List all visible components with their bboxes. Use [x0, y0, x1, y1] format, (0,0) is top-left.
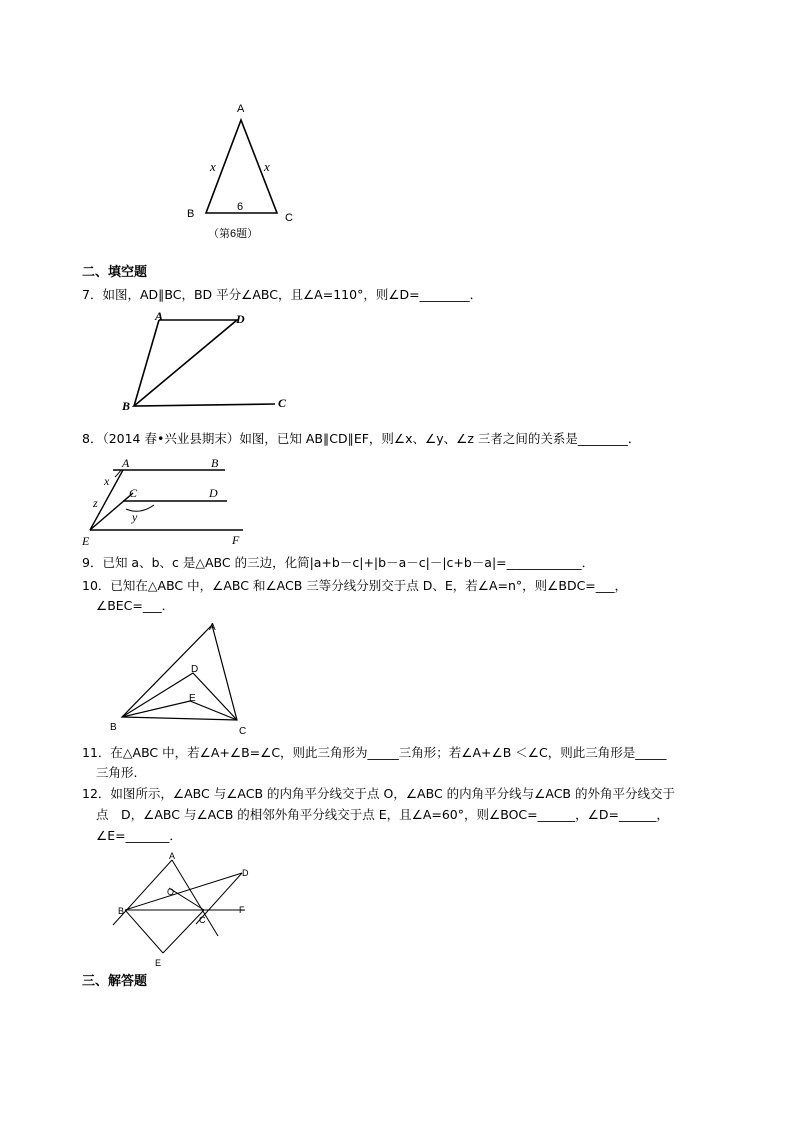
figure-q6-isosceles-triangle	[180, 98, 310, 243]
question-8-text: 8．（2014 春•兴业县期末）如图，已知 AB∥CD∥EF，则∠x、∠y、∠z 三者之间的关系是________．	[82, 431, 641, 446]
question-10-line-2: ∠BEC=___．	[96, 598, 175, 613]
point-label-e: E	[155, 958, 162, 968]
vertex-label-a: A	[209, 622, 216, 633]
point-label-o: O	[167, 887, 175, 897]
vertex-label-c: C	[285, 212, 293, 224]
question-12-line-2: 点 D，∠ABC 与∠ACB 的相邻外角平分线交于点 E，且∠A=60°，则∠BOC=______，∠D=______，	[96, 807, 669, 822]
side-label-left: x	[210, 159, 216, 174]
point-label-d: D	[209, 486, 218, 500]
section-heading-fill-in: 二、填空题	[82, 265, 148, 280]
angle-label-x: x	[104, 474, 110, 488]
point-label-f: F	[239, 905, 245, 915]
angle-label-z: z	[93, 496, 98, 510]
question-7-text: 7．如图，AD∥BC，BD 平分∠ABC，且∠A=110°，则∠D=________．	[82, 287, 483, 302]
point-label-e: E	[82, 534, 90, 548]
vertex-label-b: B	[110, 722, 117, 733]
vertex-label-d: D	[236, 312, 245, 326]
figure-q12-angle-bisectors	[108, 848, 258, 972]
point-label-e: E	[189, 693, 196, 704]
vertex-label-c: C	[199, 915, 206, 925]
question-9-text: 9．已知 a、b、c 是△ABC 的三边，化简|a+b－c|+|b－a－c|－|c+b－a|=____________．	[82, 555, 595, 570]
vertex-label-c: C	[239, 726, 247, 737]
vertex-label-a: A	[237, 103, 245, 115]
side-label-right: x	[264, 159, 270, 174]
vertex-label-c: C	[278, 396, 287, 410]
question-10-line-1: 10．已知在△ABC 中，∠ABC 和∠ACB 三等分线分别交于点 D、E，若∠A=n°，则∠BDC=___，	[82, 578, 628, 593]
vertex-label-b: B	[187, 208, 195, 220]
question-11-line-1: 11．在△ABC 中，若∠A+∠B=∠C，则此三角形为_____三角形；若∠A+∠B ＜∠C，则此三角形是_____	[82, 745, 667, 760]
point-label-a: A	[122, 456, 130, 470]
vertex-label-a: A	[155, 309, 164, 323]
point-label-f: F	[232, 533, 240, 547]
question-12-line-3: ∠E=_______．	[96, 828, 182, 843]
figure-q8-parallel-lines	[80, 452, 250, 548]
point-label-c: C	[129, 486, 138, 500]
question-12-line-1: 12．如图所示，∠ABC 与∠ACB 的内角平分线交于点 O，∠ABC 的内角平分线与∠ACB 的外角平分线交于	[82, 786, 675, 801]
vertex-label-b: B	[118, 906, 125, 916]
figure-caption: （第6题）	[208, 228, 259, 240]
figure-q7-quadrilateral	[115, 308, 305, 416]
question-11-line-2: 三角形.	[96, 765, 138, 780]
section-heading-solutions: 三、解答题	[82, 974, 148, 989]
base-label: 6	[237, 201, 244, 213]
vertex-label-b: B	[122, 399, 131, 413]
point-label-d: D	[191, 664, 199, 675]
point-label-b: B	[211, 456, 219, 470]
vertex-label-a: A	[169, 851, 176, 861]
angle-label-y: y	[132, 510, 138, 524]
point-label-d: D	[242, 868, 249, 878]
figure-q10-trisectors	[105, 618, 255, 740]
